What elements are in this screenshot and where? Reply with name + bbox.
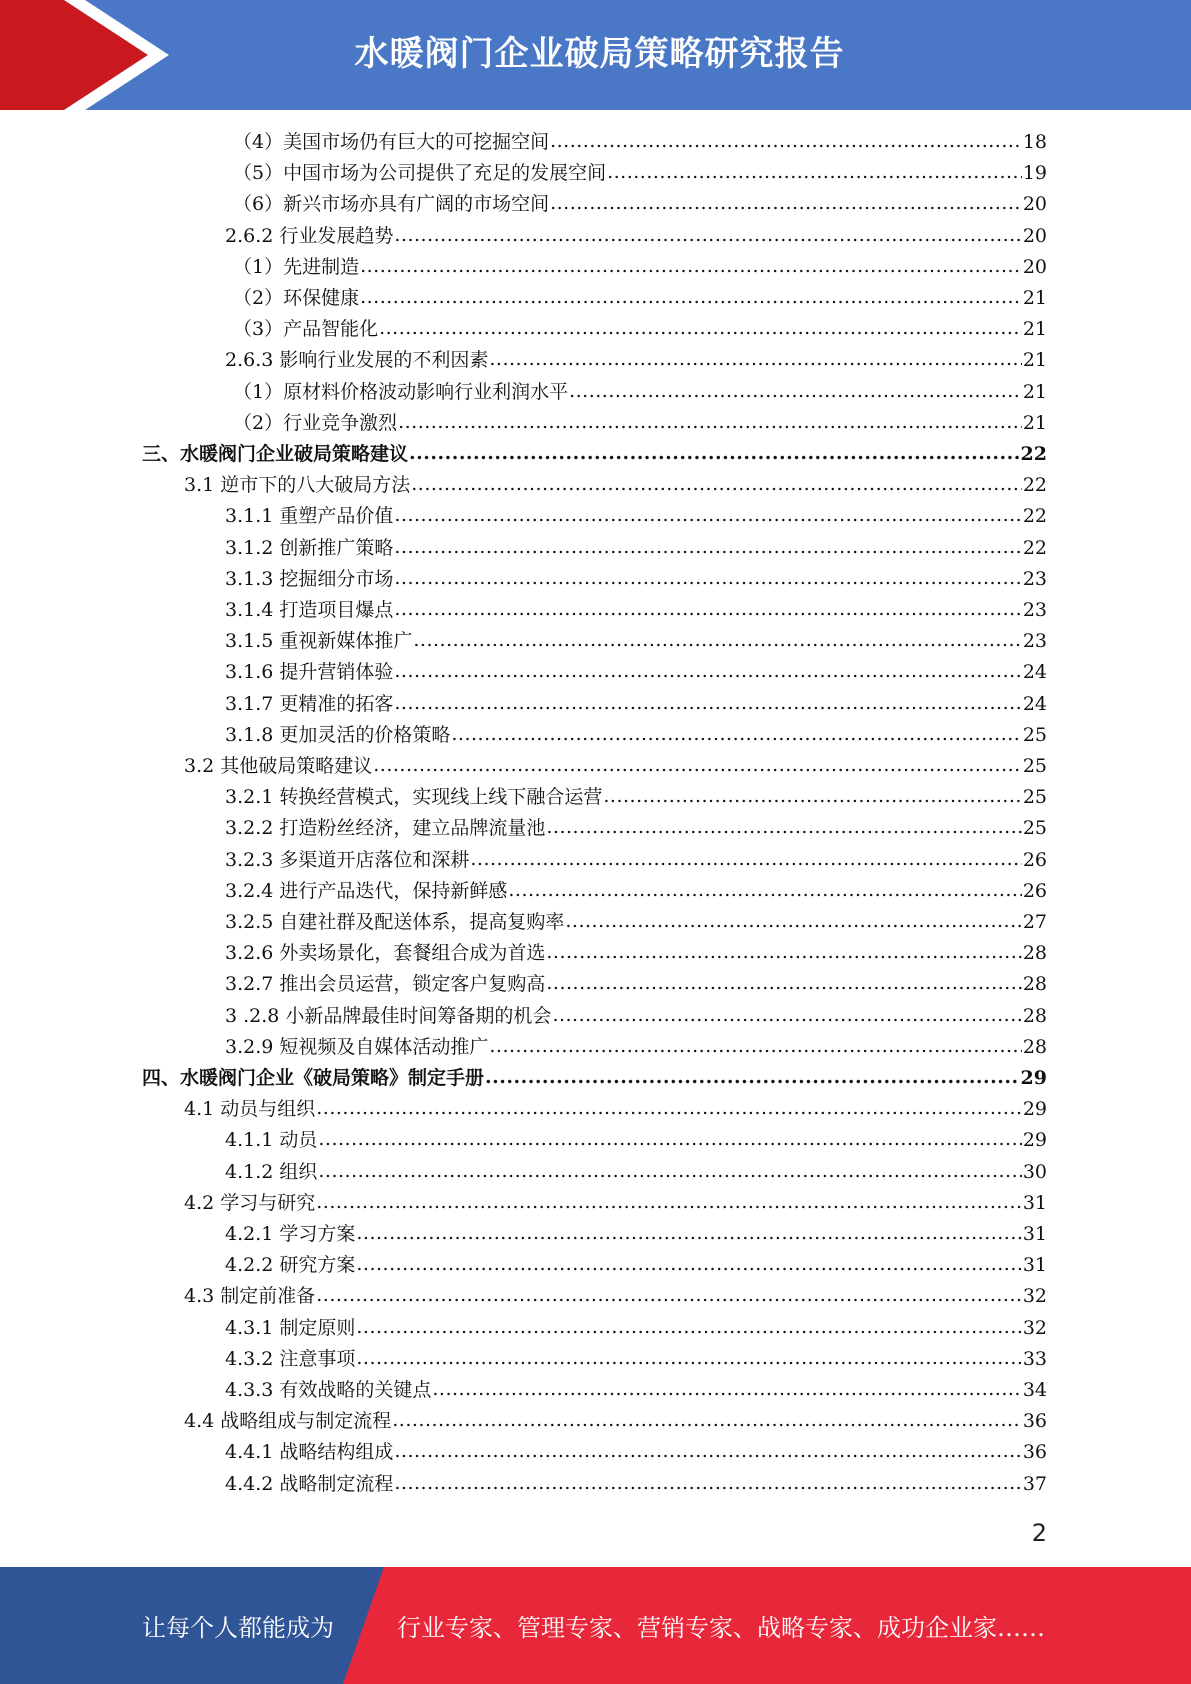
toc-entry[interactable] [225, 907, 1047, 938]
toc-dot-leader [318, 1156, 1021, 1187]
toc-entry-title: 4.1 动员与组织 [184, 1098, 316, 1121]
toc-entry-page: 21 [1022, 380, 1047, 403]
toc-entry-page: 22 [1022, 474, 1047, 497]
toc-entry-title: 4.3.1 制定原则 [225, 1316, 356, 1339]
toc-entry-page: 31 [1022, 1254, 1047, 1277]
toc-entry[interactable] [184, 1281, 1047, 1312]
toc-entry-title: 三、水暖阀门企业破局策略建议 [142, 443, 409, 465]
toc-dot-leader [394, 1468, 1021, 1499]
toc-entry[interactable] [225, 501, 1047, 532]
toc-dot-leader [318, 1124, 1021, 1155]
page-number: 2 [1031, 1519, 1047, 1547]
toc-entry[interactable] [225, 1157, 1047, 1188]
toc-entry-page: 25 [1022, 817, 1047, 840]
toc-entry-title: 3.2.1 转换经营模式，实现线上线下融合运营 [225, 786, 603, 809]
toc-entry-title: 3.1.1 重塑产品价值 [225, 505, 394, 528]
toc-entry-title: 4.2.1 学习方案 [225, 1223, 356, 1245]
toc-dot-leader [394, 1436, 1021, 1467]
toc-dot-leader [550, 126, 1022, 157]
toc-entry[interactable] [233, 283, 1047, 314]
toc-entry-page: 28 [1022, 942, 1047, 965]
toc-entry[interactable] [225, 813, 1047, 844]
toc-entry[interactable] [225, 1469, 1047, 1500]
toc-entry[interactable] [233, 127, 1047, 158]
toc-entry-title: （5）中国市场为公司提供了充足的发展空间 [233, 162, 607, 185]
toc-dot-leader [394, 594, 1021, 625]
toc-dot-leader [550, 188, 1022, 219]
toc-entry-page: 21 [1022, 349, 1047, 372]
toc-dot-leader [411, 469, 1022, 500]
toc-entry-page: 28 [1022, 973, 1047, 996]
toc-entry-page: 20 [1022, 255, 1047, 278]
toc-entry[interactable] [225, 564, 1047, 595]
toc-entry-page: 20 [1022, 193, 1047, 216]
toc-entry-page: 24 [1022, 692, 1047, 715]
toc-dot-leader [409, 438, 1020, 469]
toc-entry[interactable] [225, 1219, 1047, 1250]
toc-dot-leader [470, 844, 1021, 875]
toc-entry-title: 4.3.3 有效战略的关键点 [225, 1379, 432, 1401]
toc-dot-leader [360, 251, 1022, 282]
toc-entry-title: （3）产品智能化 [233, 318, 379, 341]
toc-entry-page: 36 [1022, 1441, 1047, 1464]
toc-entry[interactable] [225, 626, 1047, 657]
toc-entry[interactable] [233, 314, 1047, 345]
toc-entry-title: 3.1 逆市下的八大破局方法 [184, 474, 411, 497]
toc-entry-title: 3.2.9 短视频及自媒体活动推广 [225, 1035, 489, 1058]
toc-entry[interactable] [184, 751, 1047, 782]
toc-entry[interactable] [225, 845, 1047, 876]
toc-dot-leader [546, 812, 1021, 843]
toc-entry[interactable] [142, 439, 1047, 470]
toc-dot-leader [316, 1187, 1022, 1218]
toc-entry[interactable] [225, 876, 1047, 907]
toc-entry-page: 27 [1022, 911, 1047, 933]
toc-dot-leader [552, 1000, 1021, 1031]
toc-dot-leader [569, 376, 1022, 407]
toc-entry[interactable] [225, 1001, 1047, 1032]
toc-entry-title: （2）环保健康 [233, 287, 360, 309]
toc-entry[interactable] [233, 252, 1047, 283]
toc-entry-title: 3.1.5 重视新媒体推广 [225, 630, 413, 653]
toc-entry[interactable] [225, 345, 1047, 376]
toc-entry-title: （4）美国市场仍有巨大的可挖掘空间 [233, 131, 550, 153]
toc-dot-leader [360, 282, 1022, 313]
toc-entry[interactable] [184, 1094, 1047, 1125]
toc-entry-page: 22 [1022, 536, 1047, 559]
toc-dot-leader [356, 1218, 1021, 1249]
toc-entry-title: 3.2 其他破局策略建议 [184, 755, 373, 777]
toc-dot-leader [546, 937, 1021, 968]
toc-dot-leader [394, 500, 1021, 531]
toc-dot-leader [356, 1312, 1021, 1343]
toc-dot-leader [565, 906, 1021, 937]
toc-entry-page: 23 [1022, 630, 1047, 653]
toc-entry-title: 四、水暖阀门企业《破局策略》制定手册 [142, 1067, 485, 1089]
toc-entry-page: 25 [1022, 755, 1047, 777]
toc-entry-title: 2.6.3 影响行业发展的不利因素 [225, 349, 489, 372]
toc-entry-page: 31 [1022, 1191, 1047, 1214]
toc-entry[interactable] [184, 1188, 1047, 1219]
toc-entry-page: 37 [1022, 1472, 1047, 1495]
footer-slogan-right: 行业专家、管理专家、营销专家、战略专家、成功企业家…… [397, 1614, 1045, 1642]
toc-dot-leader [394, 532, 1021, 563]
toc-entry-title: 3.1.8 更加灵活的价格策略 [225, 723, 451, 746]
toc-entry-page: 21 [1022, 318, 1047, 341]
toc-entry-title: 4.2 学习与研究 [184, 1191, 316, 1214]
toc-entry[interactable] [184, 1406, 1047, 1437]
toc-entry-page: 18 [1022, 131, 1047, 153]
toc-entry[interactable] [233, 158, 1047, 189]
toc-dot-leader [508, 875, 1021, 906]
toc-entry-title: 3.2.7 推出会员运营，锁定客户复购高 [225, 973, 546, 996]
toc-entry-title: （1）原材料价格波动影响行业利润水平 [233, 380, 569, 403]
toc-dot-leader [489, 1031, 1021, 1062]
toc-dot-leader [394, 563, 1021, 594]
toc-entry[interactable] [225, 720, 1047, 751]
toc-entry[interactable] [225, 1437, 1047, 1468]
toc-dot-leader [413, 625, 1021, 656]
toc-entry[interactable] [233, 377, 1047, 408]
toc-entry[interactable] [225, 1125, 1047, 1156]
toc-entry-title: 3.2.6 外卖场景化，套餐组合成为首选 [225, 942, 546, 965]
toc-dot-leader [607, 157, 1022, 188]
report-title: 水暖阀门企业破局策略研究报告 [354, 34, 845, 74]
toc-entry-page: 21 [1022, 411, 1047, 434]
toc-entry[interactable] [225, 1344, 1047, 1375]
toc-entry-title: 2.6.2 行业发展趋势 [225, 224, 394, 247]
toc-entry[interactable] [142, 1063, 1047, 1094]
toc-dot-leader [394, 220, 1021, 251]
toc-dot-leader [356, 1249, 1021, 1280]
toc-entry-title: 4.4 战略组成与制定流程 [184, 1410, 392, 1433]
toc-entry-title: 4.1.2 组织 [225, 1160, 318, 1183]
toc-entry[interactable] [225, 1032, 1047, 1063]
toc-entry-page: 36 [1022, 1410, 1047, 1433]
toc-dot-leader [451, 719, 1021, 750]
toc-entry-page: 25 [1022, 786, 1047, 809]
toc-entry-page: 29 [1022, 1098, 1047, 1121]
toc-entry-page: 24 [1022, 661, 1047, 684]
toc-entry-title: 4.1.1 动员 [225, 1129, 318, 1152]
toc-entry-page: 23 [1022, 599, 1047, 621]
toc-entry-title: 4.4.2 战略制定流程 [225, 1472, 394, 1495]
toc-dot-leader [546, 968, 1021, 999]
footer-slogan-left: 让每个人都能成为 [142, 1614, 334, 1642]
toc-entry[interactable] [184, 470, 1047, 501]
toc-dot-leader [316, 1093, 1022, 1124]
toc-entry-page: 23 [1022, 567, 1047, 590]
toc-dot-leader [398, 407, 1022, 438]
toc-entry-title: 4.4.1 战略结构组成 [225, 1441, 394, 1464]
toc-entry[interactable] [225, 657, 1047, 688]
toc-entry-title: （2）行业竞争激烈 [233, 411, 398, 434]
toc-entry-page: 29 [1022, 1129, 1047, 1152]
toc-entry[interactable] [225, 782, 1047, 813]
page-footer [0, 1567, 1191, 1684]
toc-entry-title: 3.1.6 提升营销体验 [225, 661, 394, 684]
toc-dot-leader [316, 1280, 1022, 1311]
toc-entry-title: 3.1.7 更精准的拓客 [225, 692, 394, 715]
toc-entry-title: 3.1.2 创新推广策略 [225, 536, 394, 559]
toc-dot-leader [394, 688, 1021, 719]
toc-entry-page: 32 [1022, 1316, 1047, 1339]
toc-entry[interactable] [225, 938, 1047, 969]
toc-dot-leader [373, 750, 1022, 781]
toc-entry-page: 21 [1022, 287, 1047, 309]
toc-entry-page: 22 [1022, 505, 1047, 528]
toc-entry[interactable] [225, 689, 1047, 720]
toc-dot-leader [603, 781, 1021, 812]
toc-dot-leader [379, 313, 1022, 344]
toc-entry-title: （6）新兴市场亦具有广阔的市场空间 [233, 193, 550, 216]
toc-entry[interactable] [233, 189, 1047, 220]
toc-entry-page: 22 [1020, 443, 1047, 465]
toc-entry-page: 28 [1022, 1035, 1047, 1058]
toc-entry-title: 3.2.5 自建社群及配送体系，提高复购率 [225, 911, 565, 933]
toc-entry-title: 3.1.4 打造项目爆点 [225, 599, 394, 621]
toc-entry[interactable] [225, 221, 1047, 252]
toc-entry-title: 4.3 制定前准备 [184, 1285, 316, 1308]
toc-dot-leader [392, 1405, 1022, 1436]
toc-dot-leader [356, 1343, 1021, 1374]
toc-entry[interactable] [225, 533, 1047, 564]
toc-entry-title: 3.2.4 进行产品迭代，保持新鲜感 [225, 879, 508, 902]
toc-entry-page: 31 [1022, 1223, 1047, 1245]
toc-entry-page: 28 [1022, 1004, 1047, 1027]
toc-entry-page: 20 [1022, 224, 1047, 247]
toc-dot-leader [489, 344, 1021, 375]
toc-entry-page: 29 [1020, 1067, 1047, 1089]
toc-entry-title: 4.2.2 研究方案 [225, 1254, 356, 1277]
toc-dot-leader [485, 1062, 1020, 1093]
toc-entry-page: 26 [1022, 848, 1047, 871]
toc-entry-page: 32 [1022, 1285, 1047, 1308]
toc-entry-page: 19 [1022, 162, 1047, 185]
toc-entry-title: 3.2.2 打造粉丝经济，建立品牌流量池 [225, 817, 546, 840]
toc-dot-leader [432, 1374, 1021, 1405]
toc-entry[interactable] [233, 408, 1047, 439]
toc-entry-page: 34 [1022, 1379, 1047, 1401]
toc-entry[interactable] [225, 1250, 1047, 1281]
toc-entry[interactable] [225, 969, 1047, 1000]
toc-entry-title: 3 .2.8 小新品牌最佳时间筹备期的机会 [225, 1004, 552, 1027]
toc-dot-leader [394, 656, 1021, 687]
toc-entry-page: 25 [1022, 723, 1047, 746]
toc-entry-page: 26 [1022, 879, 1047, 902]
toc-entry-title: （1）先进制造 [233, 255, 360, 278]
page-header [0, 0, 1191, 110]
toc-entry-page: 33 [1022, 1347, 1047, 1370]
toc-entry[interactable] [225, 1313, 1047, 1344]
toc-entry-title: 3.2.3 多渠道开店落位和深耕 [225, 848, 470, 871]
toc-entry-title: 3.1.3 挖掘细分市场 [225, 567, 394, 590]
toc-entry-page: 30 [1022, 1160, 1047, 1183]
toc-entry-title: 4.3.2 注意事项 [225, 1347, 356, 1370]
toc-entry[interactable] [225, 1375, 1047, 1406]
toc-entry[interactable] [225, 595, 1047, 626]
